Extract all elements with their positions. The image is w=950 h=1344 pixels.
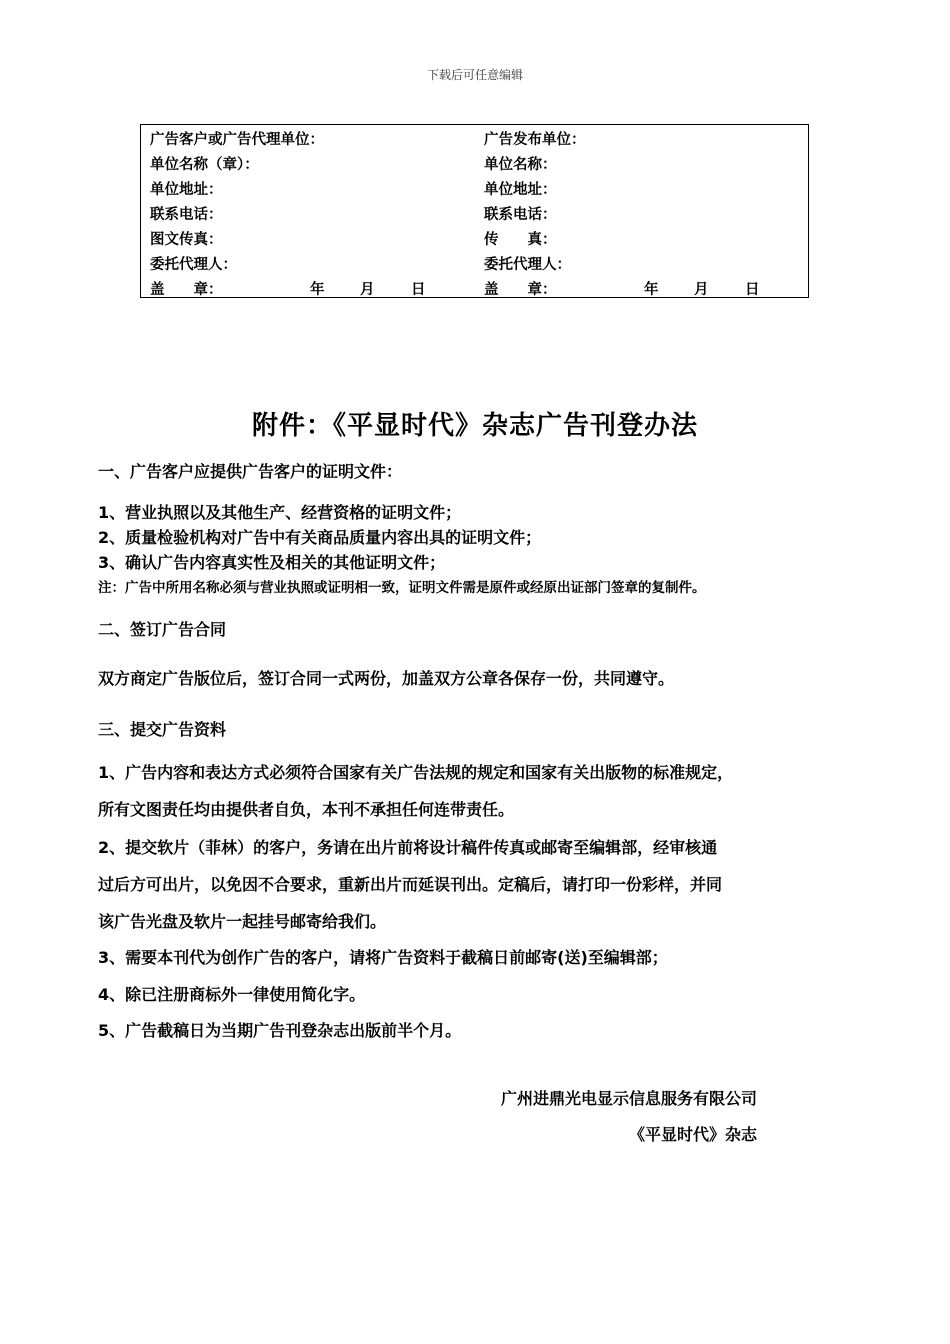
- advertiser-seal-label: 盖 章：: [150, 282, 223, 298]
- section1-heading: 一、广告客户应提供广告客户的证明文件：: [98, 462, 403, 481]
- publisher-address-label: 单位地址：: [484, 182, 557, 198]
- section3-line-8: 5、广告截稿日为当期广告刊登杂志出版前半个月。: [98, 1021, 462, 1040]
- publisher-day-label: 日: [745, 282, 760, 298]
- publisher-unit-label: 广告发布单位：: [484, 132, 586, 148]
- advertiser-fax-label: 图文传真：: [150, 232, 223, 248]
- publisher-phone-label: 联系电话：: [484, 207, 557, 223]
- section1-item-1: 1、营业执照以及其他生产、经营资格的证明文件；: [98, 503, 462, 522]
- signature-magazine: 《平显时代》杂志: [628, 1125, 757, 1144]
- publisher-column: [484, 128, 760, 303]
- advertiser-phone-label: 联系电话：: [150, 207, 223, 223]
- section2-heading: 二、签订广告合同: [98, 620, 227, 639]
- page-title: 附件：《平显时代》杂志广告刊登办法: [251, 411, 698, 441]
- contract-info-table: [140, 124, 809, 298]
- section3-line-3: 2、提交软片（菲林）的客户，务请在出片前将设计稿件传真或邮寄至编辑部，经审核通: [98, 838, 718, 857]
- signature-company: 广州进鼎光电显示信息服务有限公司: [500, 1089, 757, 1108]
- publisher-seal-row: [484, 278, 760, 303]
- publisher-seal-label: 盖 章：: [484, 282, 557, 298]
- advertiser-address-label: 单位地址：: [150, 182, 223, 198]
- section3-heading: 三、提交广告资料: [98, 720, 227, 739]
- publisher-year-label: 年: [644, 282, 659, 298]
- advertiser-month-label: 月: [360, 282, 375, 298]
- publisher-name-label: 单位名称：: [484, 157, 557, 173]
- section3-line-6: 3、需要本刊代为创作广告的客户，请将广告资料于截稿日前邮寄(送)至编辑部；: [98, 948, 668, 967]
- publisher-agent-label: 委托代理人：: [484, 257, 571, 273]
- header-note: 下载后可任意编辑: [426, 68, 523, 82]
- section2-text: 双方商定广告版位后，签订合同一式两份，加盖双方公章各保存一份，共同遵守。: [98, 669, 675, 688]
- advertiser-year-label: 年: [310, 282, 325, 298]
- publisher-fax-label: 传 真：: [484, 232, 557, 248]
- advertiser-column: [150, 128, 426, 303]
- section3-line-5: 该广告光盘及软片一起挂号邮寄给我们。: [98, 912, 387, 931]
- section3-line-7: 4、除已注册商标外一律使用简化字。: [98, 985, 366, 1004]
- advertiser-agent-label: 委托代理人：: [150, 257, 237, 273]
- advertiser-name-label: 单位名称（章）：: [150, 157, 259, 173]
- advertiser-seal-row: [150, 278, 426, 303]
- section1-item-2: 2、质量检验机构对广告中有关商品质量内容出具的证明文件；: [98, 528, 542, 547]
- advertiser-unit-label: 广告客户或广告代理单位：: [150, 132, 324, 148]
- section1-item-3: 3、确认广告内容真实性及相关的其他证明文件；: [98, 553, 446, 572]
- section1-note: 注：广告中所用名称必须与营业执照或证明相一致，证明文件需是原件或经原出证部门签章的复制件。: [98, 580, 706, 596]
- section3-line-4: 过后方可出片，以免因不合要求，重新出片而延误刊出。定稿后，请打印一份彩样，并同: [98, 875, 723, 894]
- section3-line-2: 所有文图责任均由提供者自负，本刊不承担任何连带责任。: [98, 800, 515, 819]
- advertiser-day-label: 日: [411, 282, 426, 298]
- publisher-month-label: 月: [694, 282, 709, 298]
- section3-line-1: 1、广告内容和表达方式必须符合国家有关广告法规的规定和国家有关出版物的标准规定，: [98, 763, 734, 782]
